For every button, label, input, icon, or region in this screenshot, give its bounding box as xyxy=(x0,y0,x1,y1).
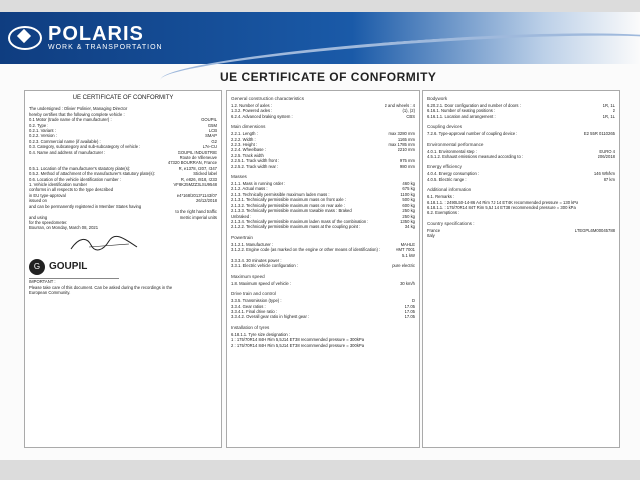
field-row xyxy=(231,281,415,286)
field-label: 1 : 175/70R14 84H Rim 5,5J14 ET38 recommended pressure = 300kPa xyxy=(231,337,365,343)
field-label: 2.2.5.1. Track width front : xyxy=(231,158,280,164)
field-label: 0.6. Location of the vehicle identification number : xyxy=(29,176,121,182)
field-label: for the speedometer. xyxy=(29,219,68,225)
field-value: R, e826, r818, r233 xyxy=(180,176,217,182)
field-row xyxy=(231,164,415,169)
field-value: 34 kg xyxy=(404,224,415,230)
section-title: Powertrain xyxy=(231,234,253,240)
field-label: 3.3.1. Electric vehicle configuration : xyxy=(231,263,299,269)
field-label: 2.2.4. Wheelbase : xyxy=(231,147,266,153)
field-row xyxy=(231,114,415,119)
field-label: 6.18.1.1. : 175/70R14 84T Rim 5,5J 14 ET38 recommended pressure = 300 kPa xyxy=(427,205,576,211)
page-title: UE CERTIFICATE OF CONFORMITY xyxy=(220,70,437,84)
field-label: 2.1.3.2. Technically permissible maximum mass on rear axle : xyxy=(231,202,345,208)
field-value: 1165 mm xyxy=(397,136,415,142)
field-label: 3.1.2.1. Manufacturer : xyxy=(231,241,274,247)
field-value: GOUPIL INDUSTRIE xyxy=(177,149,217,155)
section-title: Coupling devices xyxy=(427,124,462,130)
field-label: 2.2.3. Height : xyxy=(231,142,258,148)
important-line: European Community. xyxy=(29,290,71,296)
field-value: D xyxy=(411,298,415,304)
goupil-stamp xyxy=(29,259,217,275)
important-line: Please take care of this document. Can be asked during the recordings in the xyxy=(29,284,173,290)
field-value: VF8K25MZZ3LSU9548 xyxy=(173,182,217,188)
field-label: 0.1 Motor (trade name of the manufacturer) : xyxy=(29,117,112,123)
field-label: 1.8. Maximum speed of vehicle : xyxy=(231,280,292,286)
field-label: 6.18.1.1. : 2490L50-14-86 A4 Rim 7J 14 ET4K recommended pressure = 130 kPa xyxy=(427,199,579,205)
field-label: 3.3.3.4. 30 minutes power : xyxy=(231,257,282,263)
section-title: Main dimensions xyxy=(231,124,266,130)
field-label: 2.2.5. Track width xyxy=(231,152,264,158)
field-value: 87 km xyxy=(603,176,615,182)
field-label: 2.1.3.3. Technically permissible maximum towable mass : Braked xyxy=(231,208,352,214)
field-value: R, e1378, r207, r347 xyxy=(178,165,217,171)
field-label: and using xyxy=(29,214,48,220)
field-value: 2 xyxy=(612,108,615,114)
field-row xyxy=(427,114,615,119)
field-label: 6.16.1. Number of seating positions : xyxy=(427,108,496,114)
field-value: 17.05 xyxy=(404,314,415,320)
field-label: 3.3.5. Transmission (type) : xyxy=(231,298,282,304)
field-value: 2210 mm xyxy=(397,147,415,153)
field-row xyxy=(427,154,615,159)
field-label: 2 : 175/70R14 84H Rim 5,5J14 ET38 recommended pressure = 300kPa xyxy=(231,342,365,348)
field-value: CBS xyxy=(406,113,415,119)
field-value: 1350 kg xyxy=(400,218,415,224)
field-value: max 1785 mm xyxy=(388,142,415,148)
field-value: HMT 7001 xyxy=(395,247,415,253)
field-value: 975 mm xyxy=(399,158,415,164)
field-label: 6.18.1.1. Tyre size designation : xyxy=(231,331,291,337)
certificate-sheet xyxy=(0,12,640,460)
field-row xyxy=(427,177,615,182)
important-title: IMPORTANT : xyxy=(29,278,56,284)
polaris-logo xyxy=(8,24,163,51)
field-value: e4*168/2013*1143/07 xyxy=(176,192,217,198)
field-value: 250 kg xyxy=(402,208,415,214)
field-label: 2.2.1. Length : xyxy=(231,131,258,137)
field-label: 4.0.5. Electric range : xyxy=(427,176,467,182)
field-value: EURO 4 xyxy=(599,148,615,154)
field-value: to the right hand traffic xyxy=(175,209,217,215)
place-date: Bourran, on Monday, March 08, 2021 xyxy=(29,225,99,231)
field-label: 1.2. Number of axles : xyxy=(231,103,272,108)
left-heading: UE CERTIFICATE OF CONFORMITY xyxy=(72,95,174,101)
field-value: max 3280 mm xyxy=(388,131,415,137)
intro-line: hereby certifies that the following complete vehicle : xyxy=(29,111,125,117)
field-label: issued on xyxy=(29,198,47,204)
goupil-logo-icon: G xyxy=(29,259,45,275)
field-label: 3.3.4.2. Overall gear ratio in highest gear : xyxy=(231,314,310,320)
field-label: 1.3.2. Powered axles : xyxy=(231,108,273,114)
field-label: 2.1.3.4. Technically permissible maximum laden mass of the combination : xyxy=(231,218,369,224)
section-title: Energy efficiency xyxy=(427,164,462,170)
field-row xyxy=(231,224,415,229)
field-label: 6.1. Remarks : xyxy=(427,194,455,200)
field-label: 3.1.2.2. Engine code (as marked on the engine or other means of identification) : xyxy=(231,247,381,253)
field-label: 6.2.4. Advanced braking system : xyxy=(231,113,293,119)
field-value: E2 55R 0110265 xyxy=(583,131,615,137)
field-label: 4.0.1. Environmental step : xyxy=(427,148,477,154)
field-label: 2.1.2.2. Technically permissible maximum mass at the coupling point : xyxy=(231,224,361,230)
field-label: 6.20.2.1. Door configuration and number of doors : xyxy=(427,103,521,108)
field-value: SMAP xyxy=(205,133,217,139)
field-label: 6.2. Exemptions : xyxy=(427,210,460,216)
field-label: 2.2.5.2. Track width rear : xyxy=(231,163,279,169)
field-value: 30 km/h xyxy=(400,280,415,286)
field-label: in EU type-approval xyxy=(29,192,66,198)
field-row xyxy=(427,210,615,215)
field-label: France xyxy=(427,227,441,233)
field-row xyxy=(427,233,615,238)
field-label: 2.1.3.1. Technically permissible maximum mass on front axle : xyxy=(231,197,346,203)
field-value: Route de Villeneuve xyxy=(179,155,217,161)
field-label: 0.5.1. Location of the manufacturer's statutory plate(s): xyxy=(29,165,131,171)
field-value: 26/12/2018 xyxy=(196,198,217,204)
field-value: 47320 BOURRAN, France xyxy=(167,160,217,166)
field-label: 1. Vehicle identification number xyxy=(29,182,87,188)
field-value: 600 kg xyxy=(402,202,415,208)
field-value: 17.05 xyxy=(404,308,415,314)
field-label: 3.3.4. Gear ratios : xyxy=(231,303,266,309)
field-label: 0.4. Name and address of manufacturer : xyxy=(29,149,106,155)
field-label: 6.16.1.1. Location and arrangement : xyxy=(427,113,496,119)
field-value: 1100 kg xyxy=(400,191,415,197)
field-label: conforms in all respects to the type described xyxy=(29,187,114,193)
field-value: 460 kg xyxy=(402,181,415,187)
middle-panel xyxy=(226,90,420,448)
field-row xyxy=(231,343,415,348)
polaris-star-icon xyxy=(8,26,42,50)
field-value: 1R, 1L xyxy=(602,113,615,119)
field-label: 2.1.2. Actual mass : xyxy=(231,186,268,192)
field-value: G2 xyxy=(211,138,217,144)
field-value: GOUPIL xyxy=(201,117,217,123)
left-panel xyxy=(24,90,222,448)
right-panel xyxy=(422,90,620,448)
field-value: 675 kg xyxy=(402,186,415,192)
field-value: metric imperial units xyxy=(179,214,217,220)
field-value: 206/2018 xyxy=(597,154,615,160)
field-label: 4.5.1.2. Exhaust emissions measured according to : xyxy=(427,154,524,160)
field-value: L7e-CU xyxy=(202,144,217,150)
field-label: 0.2. Type : xyxy=(29,122,49,128)
section-title: Environmental performance xyxy=(427,141,484,147)
field-value: pure electric xyxy=(392,263,415,269)
field-value: 1R, 1L xyxy=(602,103,615,108)
field-value: 250 kg xyxy=(402,213,415,219)
field-label: Unbraked : xyxy=(231,213,252,219)
field-label: 0.2.3. Commercial name (if available) : xyxy=(29,138,101,144)
intro-line: The undersigned : Olivier Polinier, Managing Director xyxy=(29,106,128,111)
field-label: 3.3.4.1. Final drive ratio : xyxy=(231,308,278,314)
field-value: 146 Wh/km xyxy=(593,171,615,177)
field-value: Sticked label xyxy=(193,171,217,177)
field-value: 500 kg xyxy=(402,197,415,203)
field-row xyxy=(231,263,415,268)
section-title: Installation of tyres xyxy=(231,324,270,330)
brand-name: POLARIS xyxy=(48,23,144,45)
field-label: 0.5.2. Method of attachment of the manufacturer's statutory plate(s): xyxy=(29,171,156,177)
section-title: Country specifications : xyxy=(427,220,475,226)
field-row xyxy=(427,131,615,136)
field-label: 0.3. Category, subcategory and sub-subcategory of vehicle : xyxy=(29,144,141,150)
field-label: Italy xyxy=(427,233,435,239)
field-value: 17.05 xyxy=(404,303,415,309)
section-title: Bodywork xyxy=(427,96,448,101)
field-value: 2 and wheels : 4 xyxy=(384,103,415,108)
section-title: Additional information xyxy=(427,187,472,193)
field-label: 2.1.3. Technically permissible maximum laden mass : xyxy=(231,191,330,197)
field-label: 2.2.2. Width : xyxy=(231,136,256,142)
goupil-name: GOUPIL xyxy=(49,261,88,273)
field-label: 4.0.4. Energy consumption : xyxy=(427,171,480,177)
field-value: (1), (2) xyxy=(402,108,415,114)
brand-subtitle: WORK & TRANSPORTATION xyxy=(48,44,163,51)
field-value: 980 mm xyxy=(399,163,415,169)
field-value: LTEGPL6M00045788 xyxy=(574,227,615,233)
section-title: General construction characteristics xyxy=(231,96,305,101)
field-label: 0.2.1. Variant : xyxy=(29,128,56,133)
field-value: G5M xyxy=(207,122,217,128)
field-value: 5.1 kW xyxy=(401,252,415,258)
field-row xyxy=(231,314,415,319)
section-title: Masses xyxy=(231,174,247,180)
section-title: Maximum speed xyxy=(231,273,265,279)
field-label: 0.2.2. Version : xyxy=(29,133,57,139)
field-label: 2.1.1. Mass in running order : xyxy=(231,181,286,187)
field-label: and can be permanently registered in Member States having xyxy=(29,203,142,209)
field-value: MAHLE xyxy=(400,241,415,247)
section-title: Drive train and control xyxy=(231,291,276,297)
field-label: 7.2.6. Type-approval number of coupling device : xyxy=(427,131,518,137)
field-value: LCB xyxy=(208,128,217,133)
signature-image xyxy=(69,235,139,253)
